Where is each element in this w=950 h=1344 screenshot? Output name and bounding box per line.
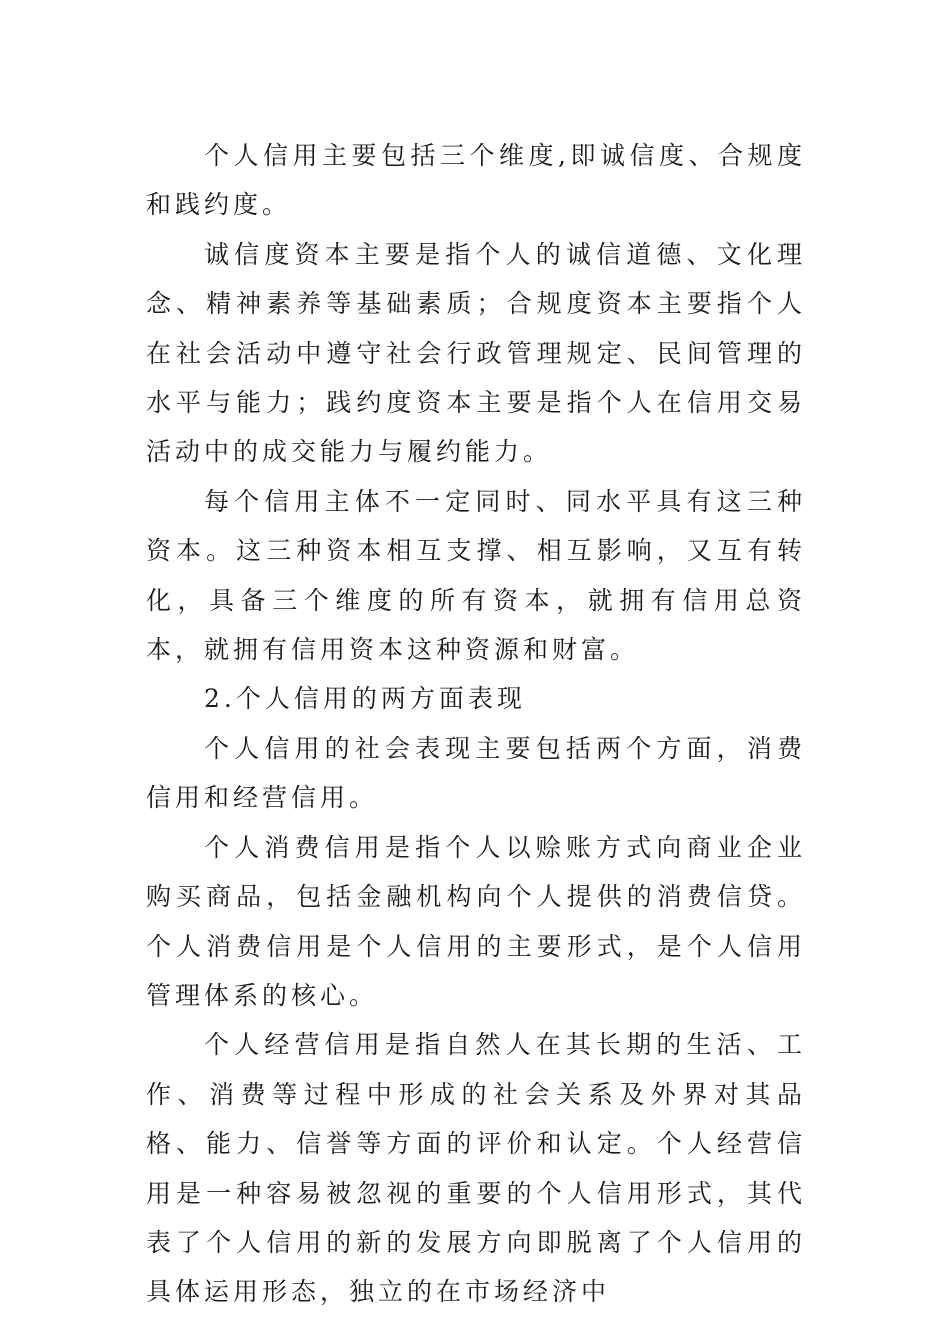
paragraph-social-performance: 个人信用的社会表现主要包括两个方面，消费信用和经营信用。 <box>146 733 806 813</box>
paragraph-capital-definitions: 诚信度资本主要是指个人的诚信道德、文化理念、精神素养等基础素质；合规度资本主要指个人在社会活动中遵守社会行政管理规定、民间管理的水平与能力；践约度资本主要是指个人在信用交易活动中的成交能力与履约能力。 <box>146 239 806 467</box>
paragraph-capital-relationship: 每个信用主体不一定同时、同水平具有这三种资本。这三种资本相互支撑、相互影响，又互有转化，具备三个维度的所有资本，就拥有信用总资本，就拥有信用资本这种资源和财富。 <box>146 486 806 665</box>
paragraph-consumer-credit: 个人消费信用是指个人以赊账方式向商业企业购买商品，包括金融机构向个人提供的消费信贷。个人消费信用是个人信用的主要形式，是个人信用管理体系的核心。 <box>146 832 806 1010</box>
document-body <box>146 131 806 1317</box>
paragraph-credit-dimensions: 个人信用主要包括三个维度,即诚信度、合规度和践约度。 <box>146 141 806 220</box>
section-heading: 2.个人信用的两方面表现 <box>204 684 526 714</box>
paragraph-business-credit: 个人经营信用是指自然人在其长期的生活、工作、消费等过程中形成的社会关系及外界对其品格、能力、信誉等方面的评价和认定。个人经营信用是一种容易被忽视的重要的个人信用形式，其代表了个人信用的新的发展方向即脱离了个人信用的具体运用形态，独立的在市场经济中 <box>146 1030 806 1307</box>
